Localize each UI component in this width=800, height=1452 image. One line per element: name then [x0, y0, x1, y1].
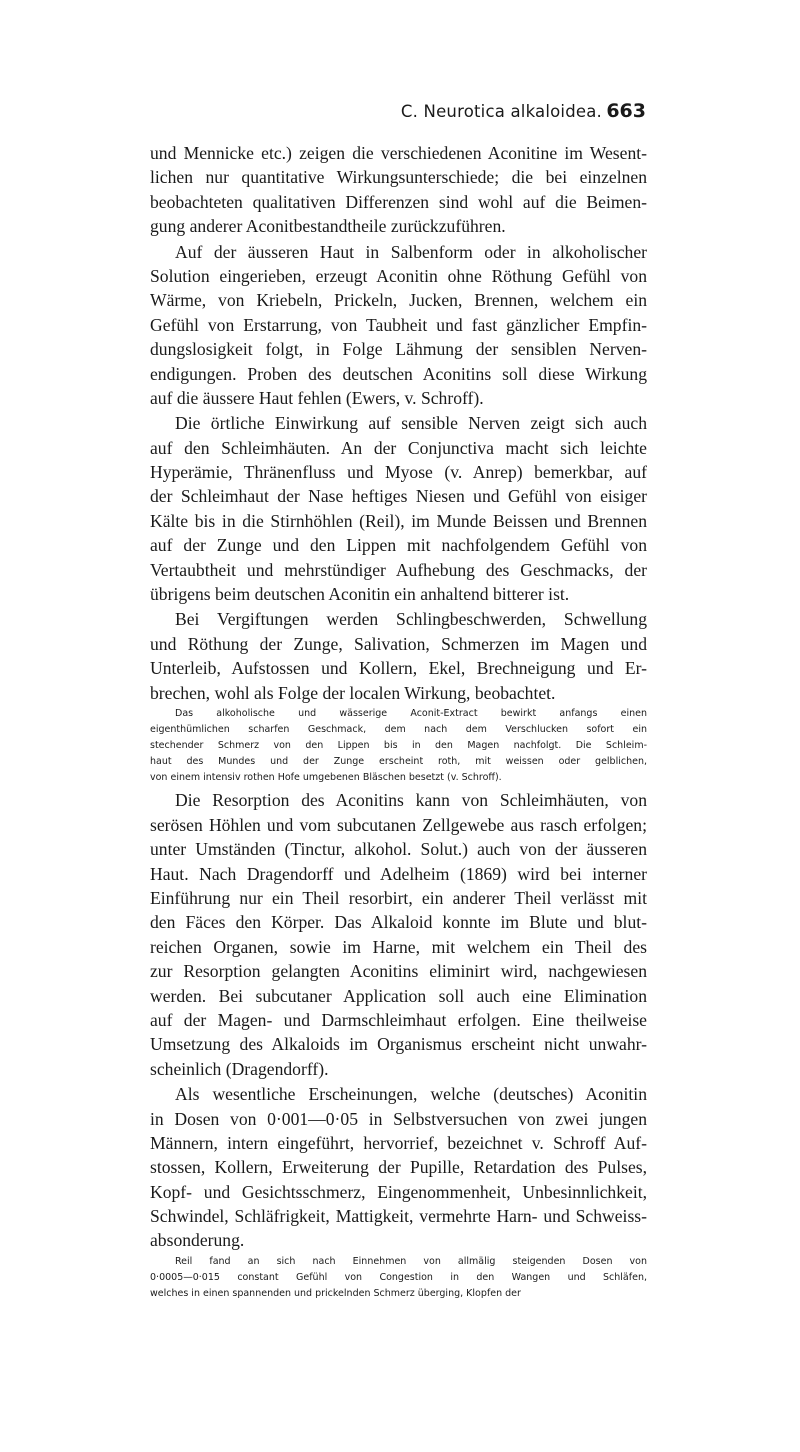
- text-line: auf der Magen- und Darmschleimhaut erfolgen. Eine theilweise: [150, 1009, 647, 1030]
- text-line: von einem intensiv rothen Hofe umgebenen Bläschen besetzt (v. Schroff).: [150, 772, 502, 784]
- paragraph: [150, 240, 647, 411]
- paragraph: [150, 607, 647, 705]
- text-line: auf den Schleimhäuten. An der Conjunctiva macht sich leichte: [150, 437, 647, 458]
- text-line: Schwindel, Schläfrigkeit, Mattigkeit, vermehrte Harn- und Schweiss-: [150, 1206, 647, 1227]
- text-line: Kälte bis in die Stirnhöhlen (Reil), im Munde Beissen und Brennen: [150, 510, 647, 531]
- text-line: und Röthung der Zunge, Salivation, Schmerzen im Magen und: [150, 633, 647, 654]
- text-line: reichen Organen, sowie im Harne, mit welchem ein Theil des: [150, 936, 647, 957]
- text-line: werden. Bei subcutaner Application soll auch eine Elimination: [150, 985, 647, 1006]
- paragraph: [150, 788, 647, 1081]
- small-print-paragraph: [150, 706, 647, 786]
- text-line: Die Resorption des Aconitins kann von Schleimhäuten, von: [175, 790, 647, 811]
- text-line: serösen Höhlen und vom subcutanen Zellgewebe aus rasch erfolgen;: [150, 814, 647, 835]
- small-print-paragraph: [150, 1254, 647, 1302]
- text-line: zur Resorption gelangten Aconitins eliminirt wird, nachgewiesen: [150, 961, 647, 982]
- page-number: 663: [606, 100, 646, 122]
- text-line: Solution eingerieben, erzeugt Aconitin ohne Röthung Gefühl von: [150, 265, 647, 286]
- text-line: eigenthümlichen scharfen Geschmack, dem nach dem Verschlucken sofort ein: [150, 724, 647, 736]
- text-line: Vertaubtheit und mehrstündiger Aufhebung des Geschmacks, der: [150, 559, 647, 580]
- text-line: scheinlich (Dragendorff).: [150, 1058, 329, 1079]
- text-line: Männern, intern eingeführt, hervorrief, bezeichnet v. Schroff Auf-: [150, 1132, 647, 1153]
- text-line: brechen, wohl als Folge der localen Wirkung, beobachtet.: [150, 682, 556, 703]
- text-line: beobachteten qualitativen Differenzen sind wohl auf die Beimen-: [150, 191, 647, 212]
- paragraph-gap: [150, 1302, 647, 1304]
- text-line: den Fäces den Körper. Das Alkaloid konnte im Blute und blut-: [150, 912, 647, 933]
- text-line: Reil fand an sich nach Einnehmen von allmälig steigenden Dosen von: [175, 1255, 647, 1267]
- running-head: [0, 102, 800, 128]
- text-line: lichen nur quantitative Wirkungsunterschiede; die bei einzelnen: [150, 167, 647, 188]
- text-line: welches in einen spannenden und prickelnden Schmerz überging, Klopfen der: [150, 1288, 521, 1300]
- text-line: der Schleimhaut der Nase heftiges Niesen und Gefühl von eisiger: [150, 486, 647, 507]
- text-line: stechender Schmerz von den Lippen bis in den Magen nachfolgt. Die Schleim-: [150, 740, 647, 752]
- text-line: stossen, Kollern, Erweiterung der Pupille, Retardation des Pulses,: [150, 1157, 647, 1178]
- text-line: Auf der äusseren Haut in Salbenform oder in alkoholischer: [175, 241, 647, 262]
- text-line: Gefühl von Erstarrung, von Taubheit und fast gänzlicher Empfin-: [150, 314, 647, 335]
- text-line: Haut. Nach Dragendorff und Adelheim (1869) wird bei interner: [150, 863, 647, 884]
- text-line: absonderung.: [150, 1230, 245, 1251]
- text-line: gung anderer Aconitbestandtheile zurückzuführen.: [150, 216, 506, 237]
- text-line: Kopf- und Gesichtsschmerz, Eingenommenheit, Unbesinnlichkeit,: [150, 1181, 647, 1202]
- text-line: auf die äussere Haut fehlen (Ewers, v. Schroff).: [150, 387, 484, 408]
- text-line: und Mennicke etc.) zeigen die verschiedenen Aconitine im Wesent-: [150, 143, 647, 163]
- text-line: endigungen. Proben des deutschen Aconitins soll diese Wirkung: [150, 363, 647, 384]
- text-line: auf der Zunge und den Lippen mit nachfolgendem Gefühl von: [150, 535, 647, 556]
- paragraph: [150, 411, 647, 606]
- text-line: Einführung nur ein Theil resorbirt, ein anderer Theil verlässt mit: [150, 888, 647, 909]
- paragraph: [150, 1082, 647, 1253]
- text-line: in Dosen von 0·001—0·05 in Selbstversuchen von zwei jungen: [150, 1108, 647, 1129]
- text-line: Hyperämie, Thränenfluss und Myose (v. Anrep) bemerkbar, auf: [150, 462, 647, 483]
- text-line: Das alkoholische und wässerige Aconit-Extract bewirkt anfangs einen: [175, 707, 647, 719]
- text-line: Bei Vergiftungen werden Schlingbeschwerden, Schwellung: [175, 609, 647, 630]
- text-line: Als wesentliche Erscheinungen, welche (deutsches) Aconitin: [175, 1084, 647, 1105]
- text-line: haut des Mundes und der Zunge erscheint roth, mit weissen oder gelblichen,: [150, 756, 647, 768]
- running-head-title: C. Neurotica alkaloidea.: [400, 102, 602, 121]
- text-line: dungslosigkeit folgt, in Folge Lähmung der sensiblen Nerven-: [150, 339, 647, 360]
- text-line: 0·0005—0·015 constant Gefühl von Congestion in den Wangen und Schläfen,: [150, 1271, 647, 1283]
- text-line: unter Umständen (Tinctur, alkohol. Solut.) auch von der äusseren: [150, 839, 647, 860]
- text-line: Die örtliche Einwirkung auf sensible Nerven zeigt sich auch: [175, 413, 647, 434]
- body-text: [150, 141, 647, 1304]
- text-line: Unterleib, Aufstossen und Kollern, Ekel, Brechneigung und Er-: [150, 658, 647, 679]
- text-line: Umsetzung des Alkaloids im Organismus erscheint nicht unwahr-: [150, 1034, 647, 1055]
- text-line: übrigens beim deutschen Aconitin ein anhaltend bitterer ist.: [150, 584, 570, 605]
- text-line: Wärme, von Kriebeln, Prickeln, Jucken, Brennen, welchem ein: [150, 290, 647, 311]
- paragraph: [150, 141, 647, 239]
